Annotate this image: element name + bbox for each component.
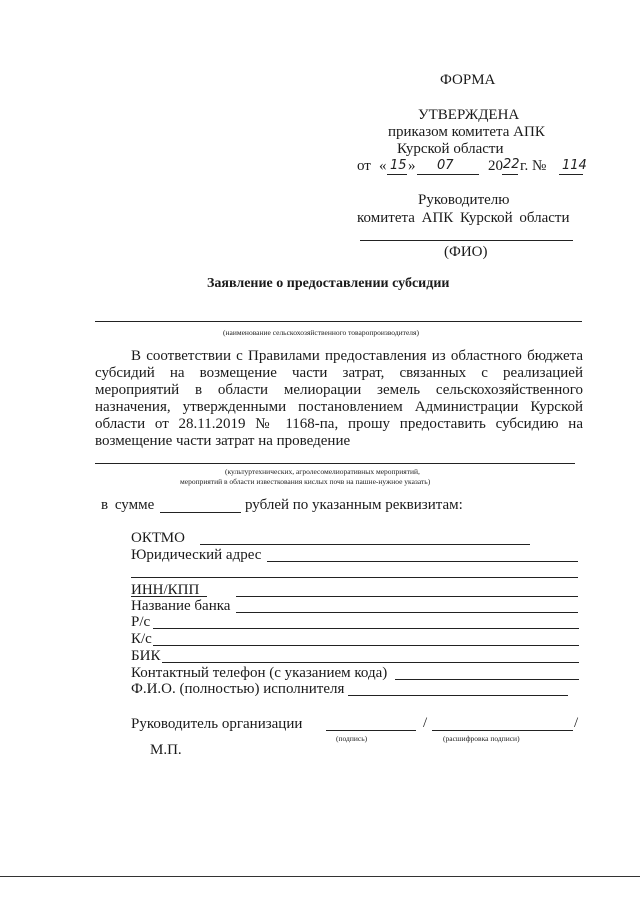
approved-label: УТВЕРЖДЕНА <box>418 107 520 123</box>
body-line-1: В соответствии с Правилами предоставления из областного бюджета <box>131 348 583 364</box>
date-month: 07 <box>437 158 454 173</box>
date-day: 15 <box>390 158 407 173</box>
ks-label: К/с <box>131 631 152 647</box>
document-title: Заявление о предоставлении субсидии <box>207 276 450 291</box>
date-year-underline <box>502 174 518 175</box>
signature-field[interactable] <box>326 730 416 731</box>
date-year-prefix: 20 <box>488 158 503 174</box>
measures-caption-1: (культуртехнических, агролесомелиоративных мероприятий, <box>225 467 420 476</box>
form-label: ФОРМА <box>440 72 496 88</box>
rs-field[interactable] <box>153 628 579 629</box>
bik-label: БИК <box>131 648 161 664</box>
order-number: 114 <box>562 158 587 173</box>
producer-caption: (наименование сельскохозяйственного товаропроизводителя) <box>223 328 419 337</box>
approved-by-order: приказом комитета АПК <box>388 124 545 140</box>
measures-line <box>95 463 575 464</box>
amount-suffix: рублей по указанным реквизитам: <box>245 497 463 513</box>
inn-kpp-label-underline <box>131 596 207 597</box>
bank-name-field[interactable] <box>236 612 578 613</box>
date-prefix: от <box>357 158 371 174</box>
body-line-4: назначения, утвержденными постановлением Администрации Курской <box>95 399 583 415</box>
ks-field[interactable] <box>153 645 579 646</box>
producer-name-line <box>95 321 582 322</box>
phone-label: Контактный телефон (с указанием кода) <box>131 665 388 681</box>
executor-label: Ф.И.О. (полностью) исполнителя <box>131 681 345 697</box>
rs-label: Р/с <box>131 614 151 630</box>
amount-prefix: в сумме <box>101 497 155 513</box>
stamp-label: М.П. <box>150 742 182 758</box>
phone-field[interactable] <box>395 679 579 680</box>
oktmo-field[interactable] <box>200 544 530 545</box>
body-line-2: субсидий на возмещение части затрат, связанных с реализацией <box>95 365 583 381</box>
amount-field[interactable] <box>160 512 241 513</box>
addressee-line1: Руководителю <box>418 192 510 208</box>
date-quote-open: « <box>379 158 387 174</box>
bik-field[interactable] <box>162 662 579 663</box>
date-year-label: г. № <box>520 158 547 174</box>
signature-slash-2: / <box>574 715 579 731</box>
legal-address-field[interactable] <box>267 561 578 562</box>
page-bottom-border <box>0 876 640 877</box>
legal-address-field-2[interactable] <box>131 577 578 578</box>
date-quote-close: » <box>408 158 416 174</box>
body-paragraph <box>95 348 583 450</box>
addressee-line2: комитета АПК Курской области <box>357 210 570 226</box>
signature-decode-field[interactable] <box>432 730 573 731</box>
date-month-underline <box>417 174 479 175</box>
inn-kpp-field[interactable] <box>236 596 578 597</box>
oktmo-label: ОКТМО <box>131 530 185 546</box>
executor-field[interactable] <box>348 695 568 696</box>
addressee-fio-caption: (ФИО) <box>444 244 488 260</box>
body-line-6: возмещение части затрат на проведение <box>95 433 351 449</box>
signature-caption: (подпись) <box>336 734 368 743</box>
date-year-suffix: 22 <box>503 157 520 172</box>
order-number-underline <box>559 174 583 175</box>
legal-address-label: Юридический адрес <box>131 547 262 563</box>
bank-name-label: Название банка <box>131 598 231 614</box>
addressee-fio-line <box>360 240 573 241</box>
signature-label: Руководитель организации <box>131 716 303 732</box>
date-day-underline <box>387 174 407 175</box>
body-line-3: мероприятий в области мелиорации земель сельскохозяйственного <box>95 382 583 398</box>
date-line <box>357 158 587 178</box>
inn-kpp-label: ИНН/КПП <box>131 582 200 598</box>
body-line-5: области от 28.11.2019 № 1168-па, прошу предоставить субсидию на <box>95 416 583 432</box>
signature-slash-1: / <box>423 715 428 731</box>
signature-decode-caption: (расшифровка подписи) <box>443 734 520 743</box>
approved-region: Курской области <box>397 141 504 157</box>
measures-caption-2: мероприятий в области известкования кислых почв на пашне-нужное указать) <box>180 477 431 486</box>
